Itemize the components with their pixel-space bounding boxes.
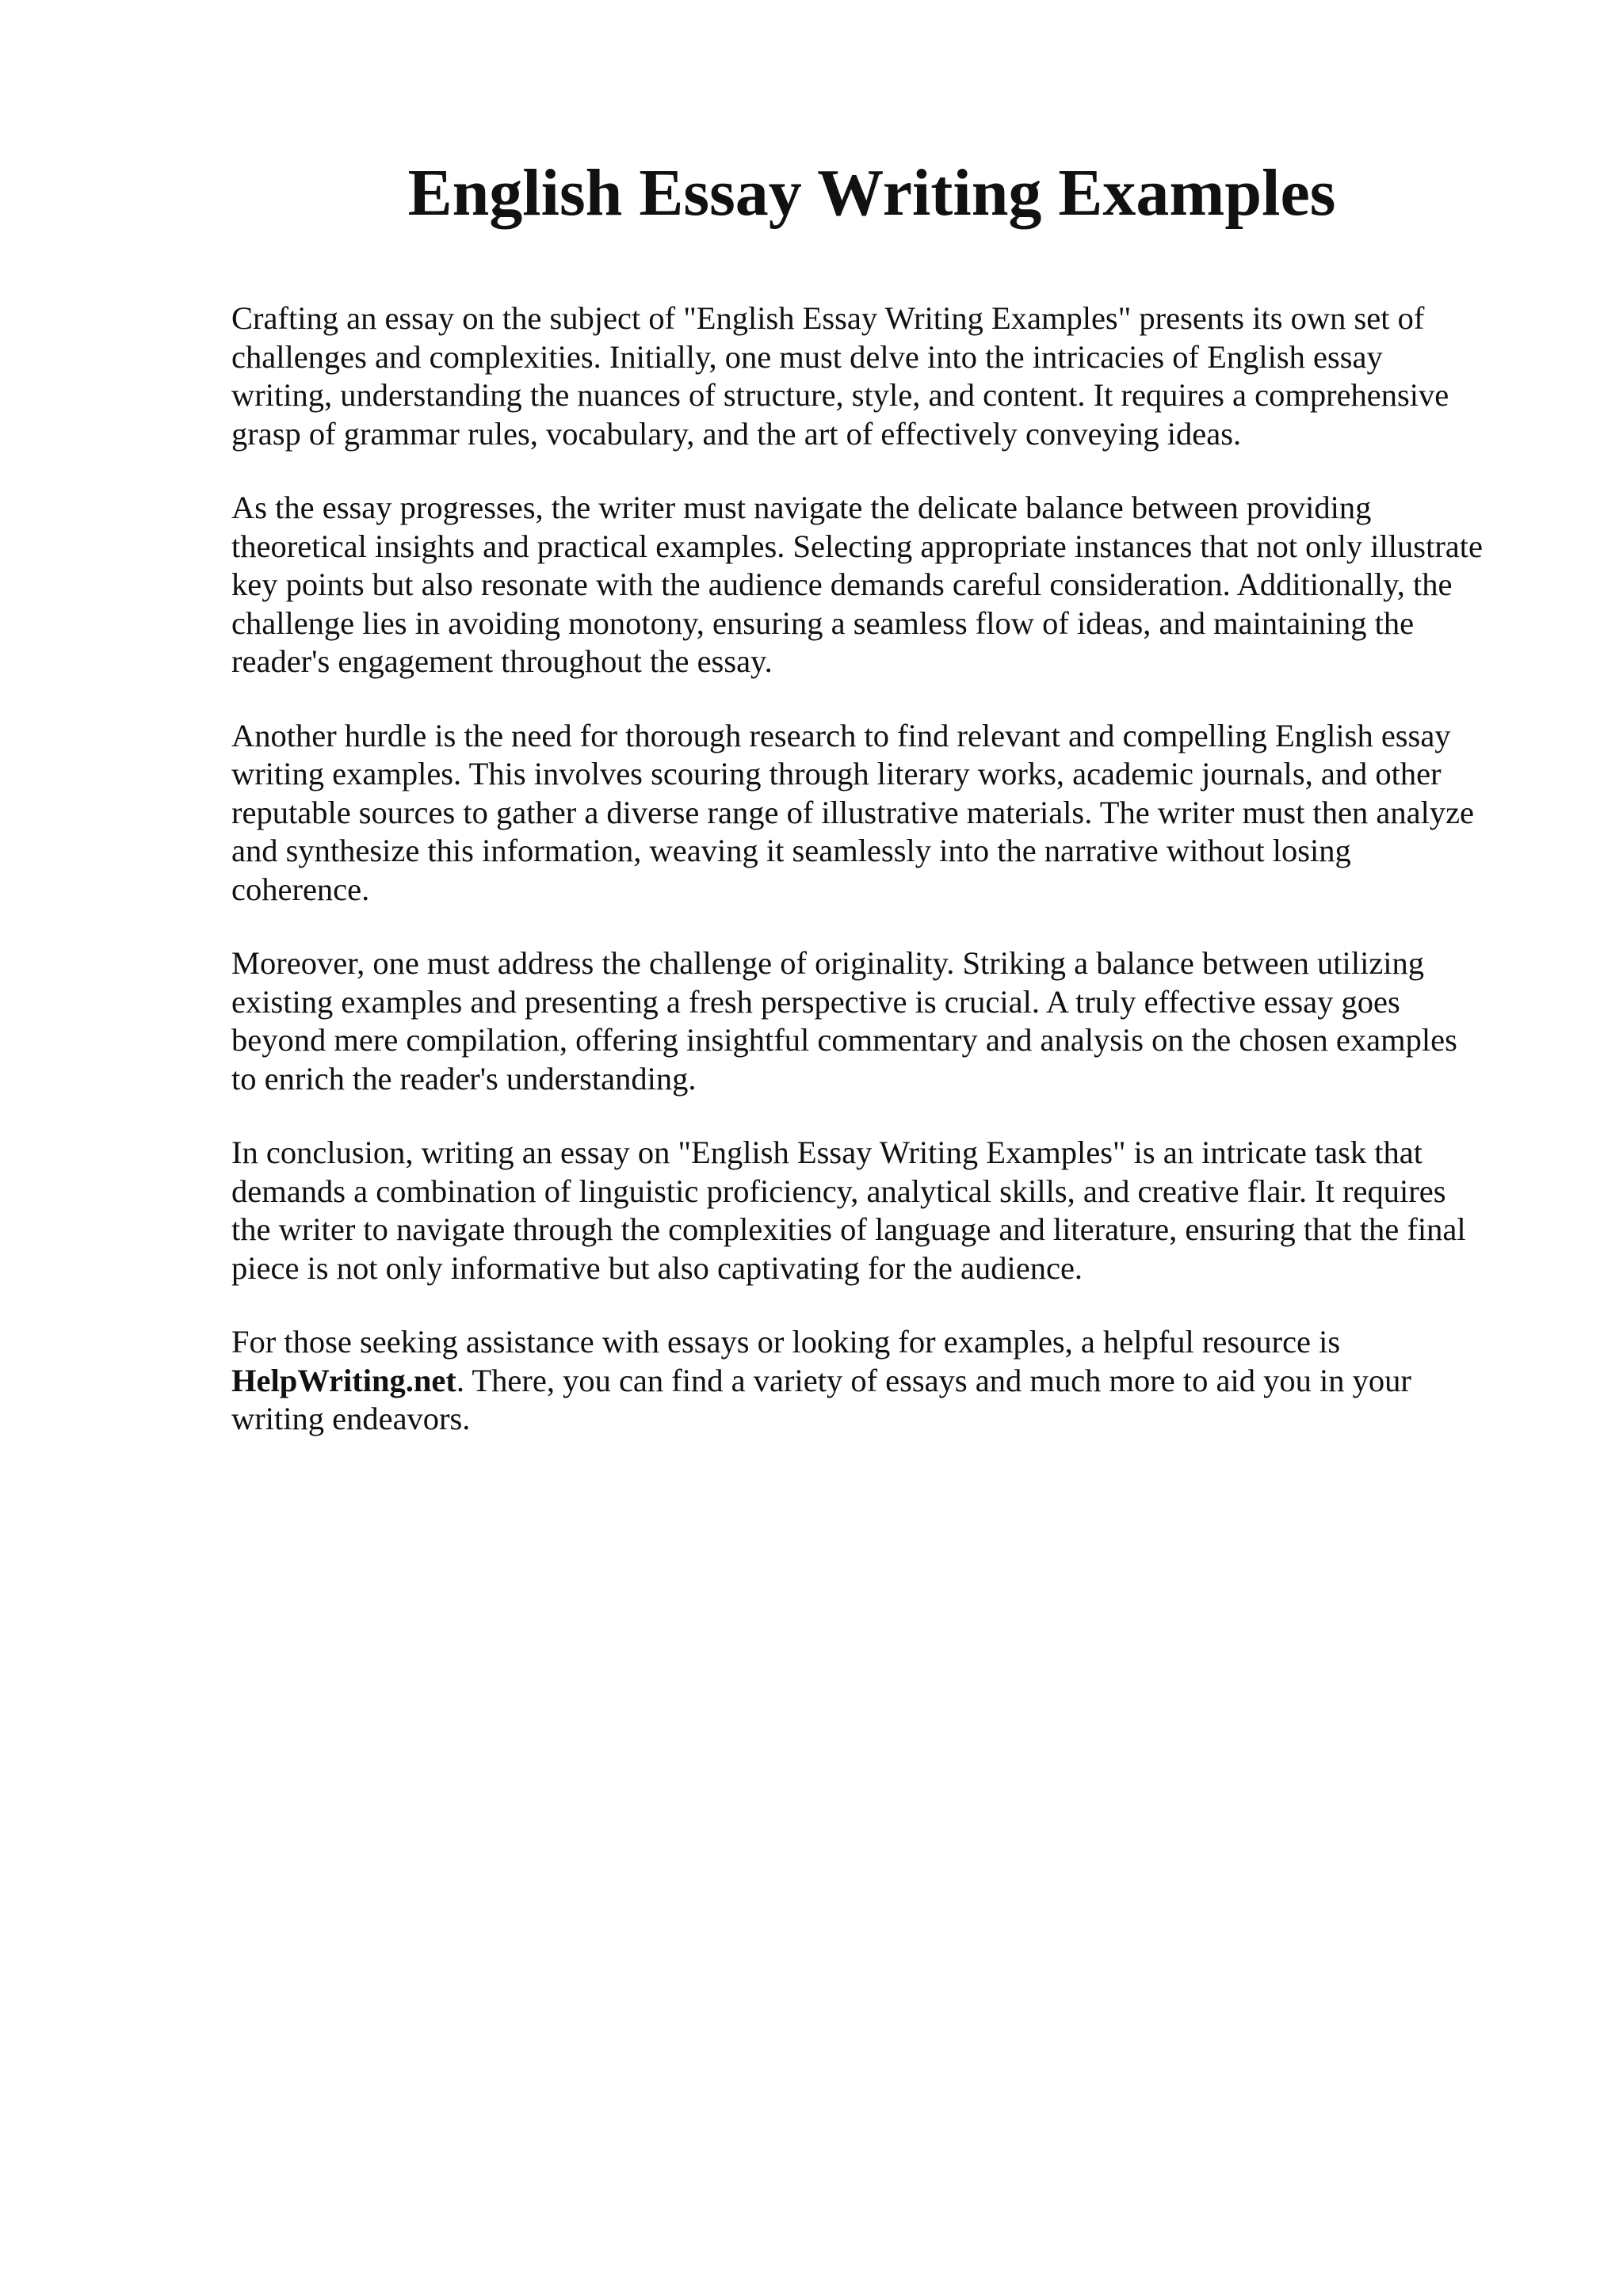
paragraph-line: reputable sources to gather a diverse range of illustrative materials. The writer must then analyze (231, 794, 1475, 830)
paragraph-3 (231, 717, 1515, 910)
helpwriting-link[interactable]: HelpWriting.net (231, 1362, 456, 1398)
document-body (231, 299, 1515, 1474)
paragraph-line: reader's engagement throughout the essay. (231, 643, 773, 679)
paragraph-line: beyond mere compilation, offering insightful commentary and analysis on the chosen examples (231, 1022, 1457, 1058)
paragraph-line: challenge lies in avoiding monotony, ensuring a seamless flow of ideas, and maintaining the (231, 605, 1415, 641)
paragraph-line: writing endeavors. (231, 1401, 471, 1436)
paragraph-line (231, 1362, 1515, 1401)
paragraph-line-rest: . There, you can find a variety of essays and much more to aid you in your (456, 1362, 1411, 1398)
paragraph-line: piece is not only informative but also captivating for the audience. (231, 1249, 1083, 1286)
paragraph-line: theoretical insights and practical examples. Selecting appropriate instances that not only illustrate (231, 528, 1484, 564)
paragraph-line: Moreover, one must address the challenge of originality. Striking a balance between utilizing (231, 945, 1425, 981)
paragraph-2 (231, 489, 1515, 681)
paragraph-line: coherence. (231, 871, 370, 907)
paragraph-line: writing, understanding the nuances of structure, style, and content. It requires a comprehensive (231, 377, 1449, 413)
paragraph-line: demands a combination of linguistic proficiency, analytical skills, and creative flair. It requires (231, 1173, 1446, 1209)
paragraph-line: Another hurdle is the need for thorough research to find relevant and compelling English essay (231, 717, 1451, 753)
paragraph-line: grasp of grammar rules, vocabulary, and the art of effectively conveying ideas. (231, 415, 1242, 452)
paragraph-line: and synthesize this information, weaving it seamlessly into the narrative without losing (231, 833, 1351, 868)
paragraph-1 (231, 299, 1515, 453)
paragraph-closing (231, 1323, 1515, 1439)
paragraph-line: As the essay progresses, the writer must navigate the delicate balance between providing (231, 490, 1372, 525)
paragraph-line: key points but also resonate with the audience demands careful consideration. Additionally, the (231, 566, 1453, 602)
paragraph-line: For those seeking assistance with essays or looking for examples, a helpful resource is (231, 1324, 1341, 1360)
paragraph-line: the writer to navigate through the complexities of language and literature, ensuring that the final (231, 1211, 1466, 1247)
paragraph-line: In conclusion, writing an essay on "English Essay Writing Examples" is an intricate task that (231, 1135, 1423, 1170)
paragraph-line: existing examples and presenting a fresh perspective is crucial. A truly effective essay goes (231, 983, 1400, 1020)
paragraph-5 (231, 1134, 1515, 1287)
paragraph-line: writing examples. This involves scouring through literary works, academic journals, and other (231, 756, 1442, 791)
paragraph-line: challenges and complexities. Initially, one must delve into the intricacies of English essay (231, 338, 1383, 375)
paragraph-4 (231, 944, 1515, 1098)
paragraph-line: Crafting an essay on the subject of "English Essay Writing Examples" presents its own set of (231, 300, 1425, 336)
document-title: English Essay Writing Examples (407, 156, 1336, 230)
paragraph-line: to enrich the reader's understanding. (231, 1060, 697, 1097)
